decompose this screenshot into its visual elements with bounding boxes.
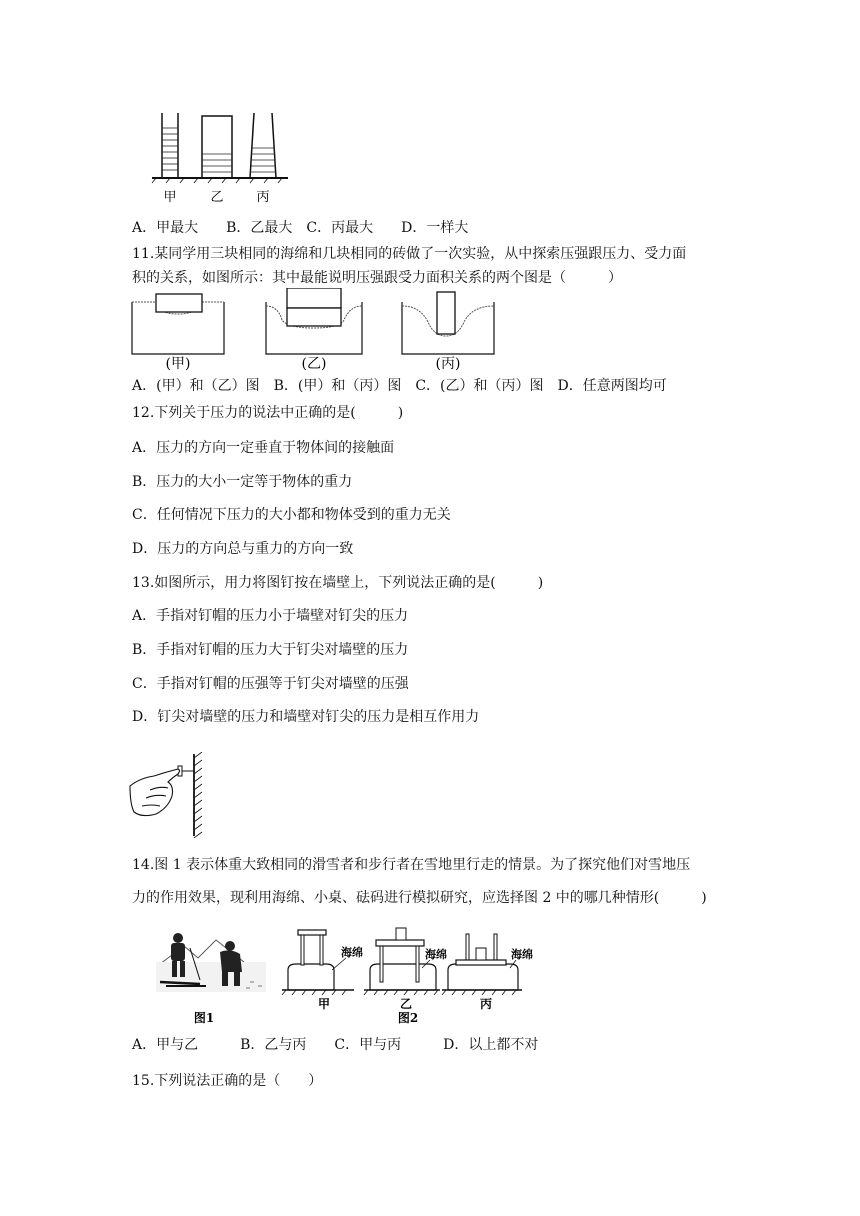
figure2-label: 图2 (397, 1011, 419, 1025)
label-jia: 甲 (163, 190, 177, 205)
figure2-jia (282, 930, 363, 995)
q13-stem: 13.如图所示，用力将图钉按在墙壁上，下列说法正确的是( ) (132, 575, 544, 591)
q14-options: A．甲与乙 B．乙与丙 C．甲与丙 D．以上都不对 (132, 1037, 539, 1053)
figure1-snow-scene (156, 933, 266, 992)
sponge-label: 海绵 (511, 948, 533, 961)
sponge-yi (266, 288, 362, 354)
q13-option-c: C．手指对钉帽的压强等于钉尖对墙壁的压强 (132, 676, 409, 692)
q10-containers-figure (150, 108, 290, 208)
container-jia (162, 113, 178, 178)
sponge-label: 海绵 (425, 948, 447, 961)
q14-figure (150, 924, 550, 1028)
figure1-label: 图1 (193, 1011, 215, 1025)
sponge-bing (402, 292, 494, 354)
sponge-jia (132, 294, 224, 354)
sponge-label: 海绵 (341, 946, 363, 959)
figure2-yi (364, 928, 447, 995)
figure2-bing (442, 934, 533, 995)
label-yi: 乙 (399, 997, 413, 1011)
wall (194, 752, 202, 838)
q11-stem-line1: 11.某同学用三块相同的海绵和几块相同的砖做了一次实验，从中探索压强跟压力、受力面 (132, 246, 687, 262)
q11-sponge-figure (128, 288, 500, 372)
q12-stem: 12.下列关于压力的说法中正确的是( ) (132, 405, 404, 421)
label-jia: (甲) (165, 356, 191, 372)
thumbtack (178, 766, 194, 776)
label-jia: 甲 (317, 997, 331, 1011)
q12-option-d: D．压力的方向总与重力的方向一致 (132, 541, 354, 557)
q15-stem: 15.下列说法正确的是（ ） (132, 1073, 323, 1089)
label-yi: (乙) (301, 356, 327, 372)
q14-stem-line2: 力的作用效果，现利用海绵、小桌、砝码进行模拟研究，应选择图 2 中的哪几种情形( ) (132, 890, 707, 906)
q11-stem-line2: 积的关系，如图所示：其中最能说明压强跟受力面积关系的两个图是（ ） (132, 270, 622, 286)
q13-option-d: D．钉尖对墙壁的压力和墙壁对钉尖的压力是相互作用力 (132, 709, 480, 725)
q13-option-a: A．手指对钉帽的压力小于墙壁对钉尖的压力 (132, 608, 409, 624)
label-bing: (丙) (435, 356, 461, 372)
q10-options: A．甲最大 B．乙最大 C．丙最大 D．一样大 (132, 220, 469, 236)
q12-option-b: B．压力的大小一定等于物体的重力 (132, 474, 353, 490)
q14-stem-line1: 14.图 1 表示体重大致相同的滑雪者和步行者在雪地里行走的情景。为了探究他们对雪地压 (132, 857, 691, 873)
label-bing: 丙 (256, 190, 270, 205)
q12-option-a: A．压力的方向一定垂直于物体间的接触面 (132, 440, 395, 456)
container-bing (250, 113, 276, 178)
q12-option-c: C．任何情况下压力的大小都和物体受到的重力无关 (132, 507, 451, 523)
hand (130, 769, 180, 816)
q13-thumbtack-figure (128, 752, 212, 838)
label-bing: 丙 (479, 997, 493, 1011)
container-yi (202, 116, 232, 178)
q13-option-b: B．手指对钉帽的压力大于钉尖对墙壁的压力 (132, 642, 409, 658)
label-yi: 乙 (210, 190, 224, 205)
q11-options: A．(甲）和（乙）图 B．(甲）和（丙）图 C．(乙）和（丙）图 D．任意两图均可 (132, 378, 667, 394)
